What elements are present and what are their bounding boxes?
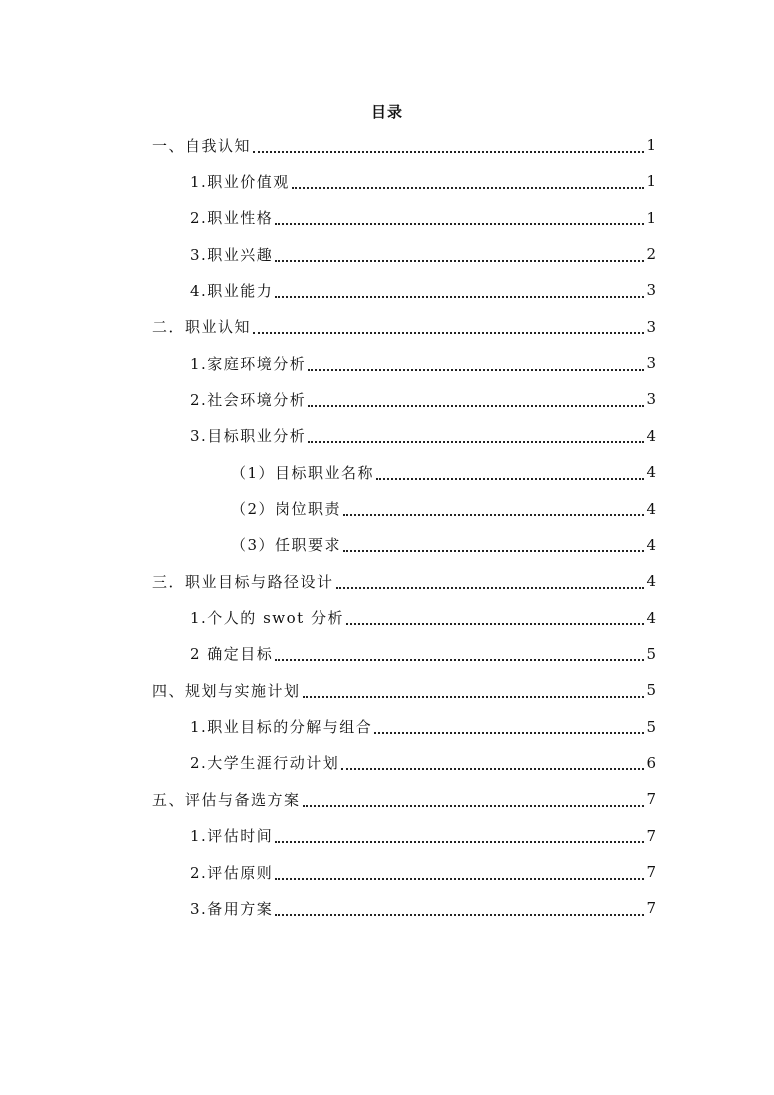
toc-entry-label: 2 确定目标	[190, 645, 274, 664]
toc-leader-dots	[308, 440, 644, 443]
toc-leader-dots	[341, 767, 644, 770]
toc-entry[interactable]	[190, 854, 656, 890]
toc-entry-page-number: 4	[646, 463, 656, 482]
toc-leader-dots	[275, 913, 644, 916]
toc-entry-label: 三．职业目标与路径设计	[152, 572, 334, 591]
toc-entry-page-number: 1	[646, 208, 656, 227]
toc-entry-page-number: 2	[646, 245, 656, 264]
toc-leader-dots	[292, 186, 644, 189]
toc-leader-dots	[346, 622, 644, 625]
toc-leader-dots	[253, 150, 644, 153]
toc-entry-label: （2）岗位职责	[231, 500, 342, 518]
toc-entry[interactable]	[190, 272, 656, 308]
toc-entry[interactable]	[231, 527, 656, 563]
toc-leader-dots	[275, 295, 644, 298]
toc-entry[interactable]	[190, 709, 656, 745]
toc-entry-label: 二．职业认知	[152, 318, 252, 337]
toc-entry[interactable]	[152, 127, 656, 163]
toc-leader-dots	[308, 368, 644, 371]
toc-leader-dots	[275, 222, 644, 225]
toc-entry[interactable]	[231, 454, 656, 490]
toc-entry-page-number: 4	[646, 608, 656, 627]
toc-title: 目录	[370, 103, 403, 121]
toc-entry[interactable]	[190, 236, 656, 272]
toc-entry-page-number: 3	[646, 354, 656, 373]
toc-entry-page-number: 4	[646, 535, 656, 554]
toc-entry[interactable]	[190, 600, 656, 636]
toc-entry-page-number: 3	[646, 317, 656, 336]
toc-entry-label: 3.职业兴趣	[190, 245, 274, 264]
toc-leader-dots	[336, 586, 644, 589]
toc-entry-page-number: 1	[646, 172, 656, 191]
toc-entry-page-number: 1	[646, 136, 656, 154]
toc-entry-page-number: 4	[646, 426, 656, 445]
toc-entry[interactable]	[152, 309, 656, 345]
toc-entry-page-number: 7	[646, 790, 656, 809]
toc-entry-page-number: 5	[646, 681, 656, 700]
toc-entry-label: 2.评估原则	[190, 863, 274, 882]
toc-entry-label: 1.家庭环境分析	[190, 354, 307, 373]
toc-leader-dots	[275, 840, 644, 843]
toc-entry[interactable]	[190, 200, 656, 236]
toc-entry-page-number: 7	[646, 826, 656, 845]
toc-entry-label: 五、评估与备选方案	[152, 790, 301, 809]
toc-entry-label: （3）任职要求	[231, 536, 342, 555]
toc-entry-label: 3.目标职业分析	[190, 427, 307, 446]
toc-leader-dots	[275, 877, 644, 880]
toc-entry-page-number: 6	[646, 753, 656, 772]
toc-entry-label: （1）目标职业名称	[231, 463, 375, 482]
toc-entry[interactable]	[190, 890, 656, 926]
toc-entry-page-number: 3	[646, 390, 656, 409]
toc-leader-dots	[275, 658, 644, 661]
toc-entry[interactable]	[152, 781, 656, 817]
toc-entry-label: 四、规划与实施计划	[152, 681, 301, 700]
toc-leader-dots	[308, 404, 644, 407]
toc-entry-label: 2.大学生涯行动计划	[190, 754, 340, 773]
toc-leader-dots	[343, 549, 644, 552]
toc-entry[interactable]	[190, 745, 656, 781]
toc-entry-page-number: 7	[646, 899, 656, 918]
toc-entry-label: 1.职业价值观	[190, 172, 290, 191]
toc-entry-page-number: 5	[646, 717, 656, 736]
toc-leader-dots	[253, 331, 644, 334]
toc-entry[interactable]	[152, 672, 656, 708]
toc-entry-label: 1.个人的 swot 分析	[190, 609, 344, 628]
toc-entry[interactable]	[190, 818, 656, 854]
toc-entry-label: 2.职业性格	[190, 209, 274, 228]
toc-entry[interactable]	[152, 563, 656, 599]
toc-entry[interactable]	[190, 418, 656, 454]
toc-entry-label: 2.社会环境分析	[190, 390, 307, 409]
toc-entry-label: 一、自我认知	[152, 136, 252, 155]
toc-entry[interactable]	[190, 381, 656, 417]
toc-entry-label: 1.职业目标的分解与组合	[190, 718, 373, 737]
toc-leader-dots	[376, 477, 644, 480]
toc-entry[interactable]	[231, 491, 656, 527]
toc-leader-dots	[275, 259, 644, 262]
toc-entry-page-number: 3	[646, 281, 656, 300]
toc-entry-label: 1.评估时间	[190, 827, 274, 846]
toc-entry[interactable]	[190, 163, 656, 199]
toc-entry-label: 4.职业能力	[190, 281, 274, 300]
toc-leader-dots	[303, 695, 644, 698]
toc-leader-dots	[303, 804, 644, 807]
toc-entry-page-number: 4	[646, 499, 656, 518]
toc-entry-label: 3.备用方案	[190, 899, 274, 918]
toc-entry[interactable]	[190, 345, 656, 381]
toc-leader-dots	[374, 731, 644, 734]
toc-entry-page-number: 7	[646, 863, 656, 881]
toc-entry[interactable]	[190, 636, 656, 672]
toc-entry-page-number: 4	[646, 572, 656, 591]
toc-leader-dots	[343, 513, 644, 516]
toc-entry-page-number: 5	[646, 644, 656, 663]
